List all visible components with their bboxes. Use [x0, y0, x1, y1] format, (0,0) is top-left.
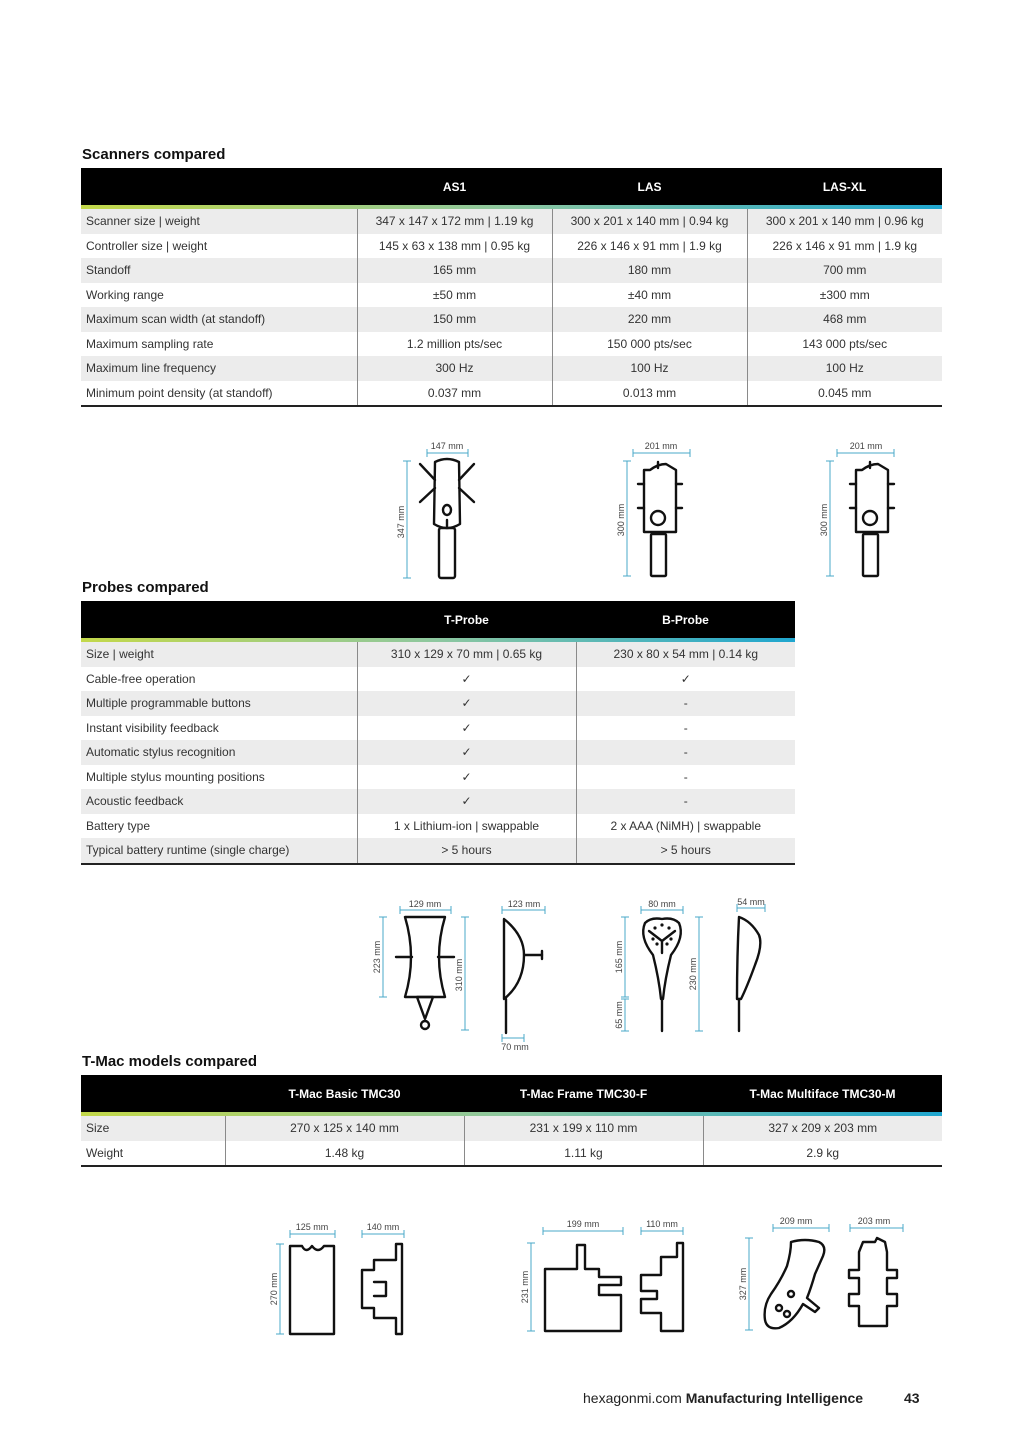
header-blank [81, 1075, 225, 1112]
table-cell: - [576, 789, 795, 814]
row-label: Maximum sampling rate [86, 336, 214, 351]
column-header-tmac-frame: T-Mac Frame TMC30-F [464, 1075, 703, 1112]
las-xl-scanner-diagram [816, 436, 916, 586]
tmac-multi-height-label: 327 mm [738, 1267, 748, 1301]
as1-scanner-diagram [390, 436, 490, 586]
table-row [81, 332, 942, 357]
row-label: Working range [86, 287, 164, 302]
t-probe-side-diagram [490, 895, 560, 1055]
table-row [81, 258, 942, 283]
table-cell: ✓ [357, 667, 576, 692]
column-header-as1: AS1 [357, 168, 552, 205]
table-cell: 180 mm [552, 258, 747, 283]
table-cell: - [576, 716, 795, 741]
table-row [81, 667, 795, 692]
scanners-section-title: Scanners compared [82, 146, 226, 163]
table-cell: 700 mm [747, 258, 942, 283]
row-label: Minimum point density (at standoff) [81, 381, 357, 407]
header-blank [81, 168, 357, 205]
t-probe-width-label: 129 mm [408, 899, 442, 909]
t-probe-side-width-label: 123 mm [507, 899, 541, 909]
table-cell: > 5 hours [357, 838, 576, 864]
table-cell: > 5 hours [576, 838, 795, 864]
table-cell: - [576, 765, 795, 790]
table-cell: ✓ [357, 789, 576, 814]
table-row [81, 765, 795, 790]
table-row [81, 1116, 942, 1141]
row-label: Standoff [81, 258, 357, 283]
table-cell: 1.48 kg [225, 1141, 464, 1167]
tmac-frame-diagram [515, 1215, 695, 1340]
b-probe-side-diagram [725, 895, 785, 1040]
tmac-basic-diagram [262, 1218, 412, 1343]
tmac-frame-depth-label: 110 mm [646, 1219, 678, 1229]
table-row [81, 691, 795, 716]
table-cell: ✓ [576, 667, 795, 692]
t-probe-height1-label: 223 mm [372, 940, 382, 974]
b-probe-height3-label: 65 mm [614, 1001, 624, 1029]
tmac-frame-height-label: 231 mm [520, 1270, 530, 1304]
table-cell: 310 x 129 x 70 mm | 0.65 kg [357, 642, 576, 667]
table-cell: 300 Hz [357, 356, 552, 381]
column-header-t-probe: T-Probe [357, 601, 576, 638]
t-probe-height2-label: 310 mm [454, 958, 464, 992]
table-row [81, 1141, 942, 1167]
t-probe-front-diagram [365, 895, 475, 1040]
table-cell: 0.037 mm [357, 381, 552, 407]
tmac-basic-height-label: 270 mm [269, 1272, 279, 1306]
footer-brand: Manufacturing Intelligence [685, 1390, 864, 1406]
table-cell: ✓ [357, 716, 576, 741]
las-width-label: 201 mm [644, 441, 678, 451]
column-header-b-probe: B-Probe [576, 601, 795, 638]
tmac-section-title: T-Mac models compared [82, 1053, 258, 1070]
table-cell: - [576, 691, 795, 716]
table-row [81, 209, 942, 234]
table-cell: 468 mm [747, 307, 942, 332]
tmac-table [81, 1075, 942, 1167]
table-cell: 0.045 mm [747, 381, 942, 407]
scanners-table [81, 168, 942, 407]
b-probe-height2-label: 230 mm [688, 957, 698, 991]
tmac-multiface-diagram [735, 1212, 915, 1337]
table-cell: ✓ [357, 765, 576, 790]
table-cell: 150 mm [357, 307, 552, 332]
row-label: Size | weight [81, 642, 357, 667]
table-cell: 300 x 201 x 140 mm | 0.96 kg [747, 209, 942, 234]
scanners-table-body [81, 209, 942, 406]
table-cell: - [576, 740, 795, 765]
table-row [81, 283, 942, 308]
las-xl-width-label: 201 mm [849, 441, 883, 451]
row-label: Multiple stylus mounting positions [86, 769, 265, 784]
table-cell: 165 mm [357, 258, 552, 283]
table-cell: 270 x 125 x 140 mm [225, 1116, 464, 1141]
table-cell: 1.2 million pts/sec [357, 332, 552, 357]
header-blank [81, 601, 357, 638]
row-label: Maximum scan width (at standoff) [81, 307, 357, 332]
row-label: Size [81, 1116, 225, 1141]
as1-width-label: 147 mm [430, 441, 464, 451]
table-row [81, 234, 942, 259]
row-label: Cable-free operation [86, 671, 196, 686]
footer-site-link[interactable]: hexagonmi.com [583, 1390, 682, 1406]
table-cell: ±300 mm [747, 283, 942, 308]
row-label: Battery type [86, 818, 151, 833]
table-cell: 231 x 199 x 110 mm [464, 1116, 703, 1141]
b-probe-height1-label: 165 mm [614, 940, 624, 974]
table-row [81, 740, 795, 765]
table-cell: 100 Hz [552, 356, 747, 381]
table-row [81, 381, 942, 407]
table-cell: 145 x 63 x 138 mm | 0.95 kg [357, 234, 552, 259]
probes-section-title: Probes compared [82, 579, 209, 596]
tmac-basic-depth-label: 140 mm [366, 1222, 400, 1232]
las-scanner-diagram [612, 436, 712, 586]
table-cell: 143 000 pts/sec [747, 332, 942, 357]
table-row [81, 642, 795, 667]
b-probe-width-label: 80 mm [648, 899, 676, 909]
column-header-las-xl: LAS-XL [747, 168, 942, 205]
table-cell: ✓ [357, 740, 576, 765]
t-probe-depth-label: 70 mm [501, 1042, 529, 1052]
table-cell: 226 x 146 x 91 mm | 1.9 kg [747, 234, 942, 259]
probes-table [81, 601, 795, 865]
table-cell: 226 x 146 x 91 mm | 1.9 kg [552, 234, 747, 259]
row-label: Automatic stylus recognition [81, 740, 357, 765]
footer [583, 1390, 863, 1406]
row-label: Typical battery runtime (single charge) [81, 838, 357, 864]
table-cell: 100 Hz [747, 356, 942, 381]
tmac-table-body [81, 1116, 942, 1166]
table-cell: 1.11 kg [464, 1141, 703, 1167]
row-label: Multiple programmable buttons [81, 691, 357, 716]
table-cell: 1 x Lithium-ion | swappable [357, 814, 576, 839]
page-number: 43 [904, 1390, 920, 1406]
table-row [81, 356, 942, 381]
column-header-tmac-basic: T-Mac Basic TMC30 [225, 1075, 464, 1112]
table-cell: 2 x AAA (NiMH) | swappable [576, 814, 795, 839]
row-label: Acoustic feedback [81, 789, 357, 814]
tmac-frame-width-label: 199 mm [566, 1219, 600, 1229]
table-cell: 150 000 pts/sec [552, 332, 747, 357]
table-cell: 220 mm [552, 307, 747, 332]
probes-table-body [81, 642, 795, 864]
table-cell: 2.9 kg [703, 1141, 942, 1167]
row-label: Controller size | weight [86, 238, 208, 253]
table-row [81, 789, 795, 814]
table-cell: 327 x 209 x 203 mm [703, 1116, 942, 1141]
table-cell: 347 x 147 x 172 mm | 1.19 kg [357, 209, 552, 234]
table-cell: 230 x 80 x 54 mm | 0.14 kg [576, 642, 795, 667]
las-xl-height-label: 300 mm [819, 503, 829, 537]
table-cell: ±40 mm [552, 283, 747, 308]
tmac-basic-width-label: 125 mm [295, 1222, 329, 1232]
row-label: Scanner size | weight [81, 209, 357, 234]
row-label: Maximum line frequency [81, 356, 357, 381]
table-row [81, 814, 795, 839]
table-cell: 0.013 mm [552, 381, 747, 407]
row-label: Instant visibility feedback [86, 720, 219, 735]
table-cell: ✓ [357, 691, 576, 716]
table-row [81, 307, 942, 332]
las-height-label: 300 mm [616, 503, 626, 537]
column-header-tmac-multiface: T-Mac Multiface TMC30-M [703, 1075, 942, 1112]
column-header-las: LAS [552, 168, 747, 205]
b-probe-front-diagram [605, 895, 715, 1040]
table-cell: 300 x 201 x 140 mm | 0.94 kg [552, 209, 747, 234]
tmac-multi-width-label: 209 mm [779, 1216, 813, 1226]
table-row [81, 716, 795, 741]
table-cell: ±50 mm [357, 283, 552, 308]
b-probe-side-width-label: 54 mm [737, 897, 765, 907]
table-row [81, 838, 795, 864]
as1-height-label: 347 mm [396, 505, 406, 539]
row-label: Weight [81, 1141, 225, 1167]
tmac-multi-depth-label: 203 mm [857, 1216, 891, 1226]
